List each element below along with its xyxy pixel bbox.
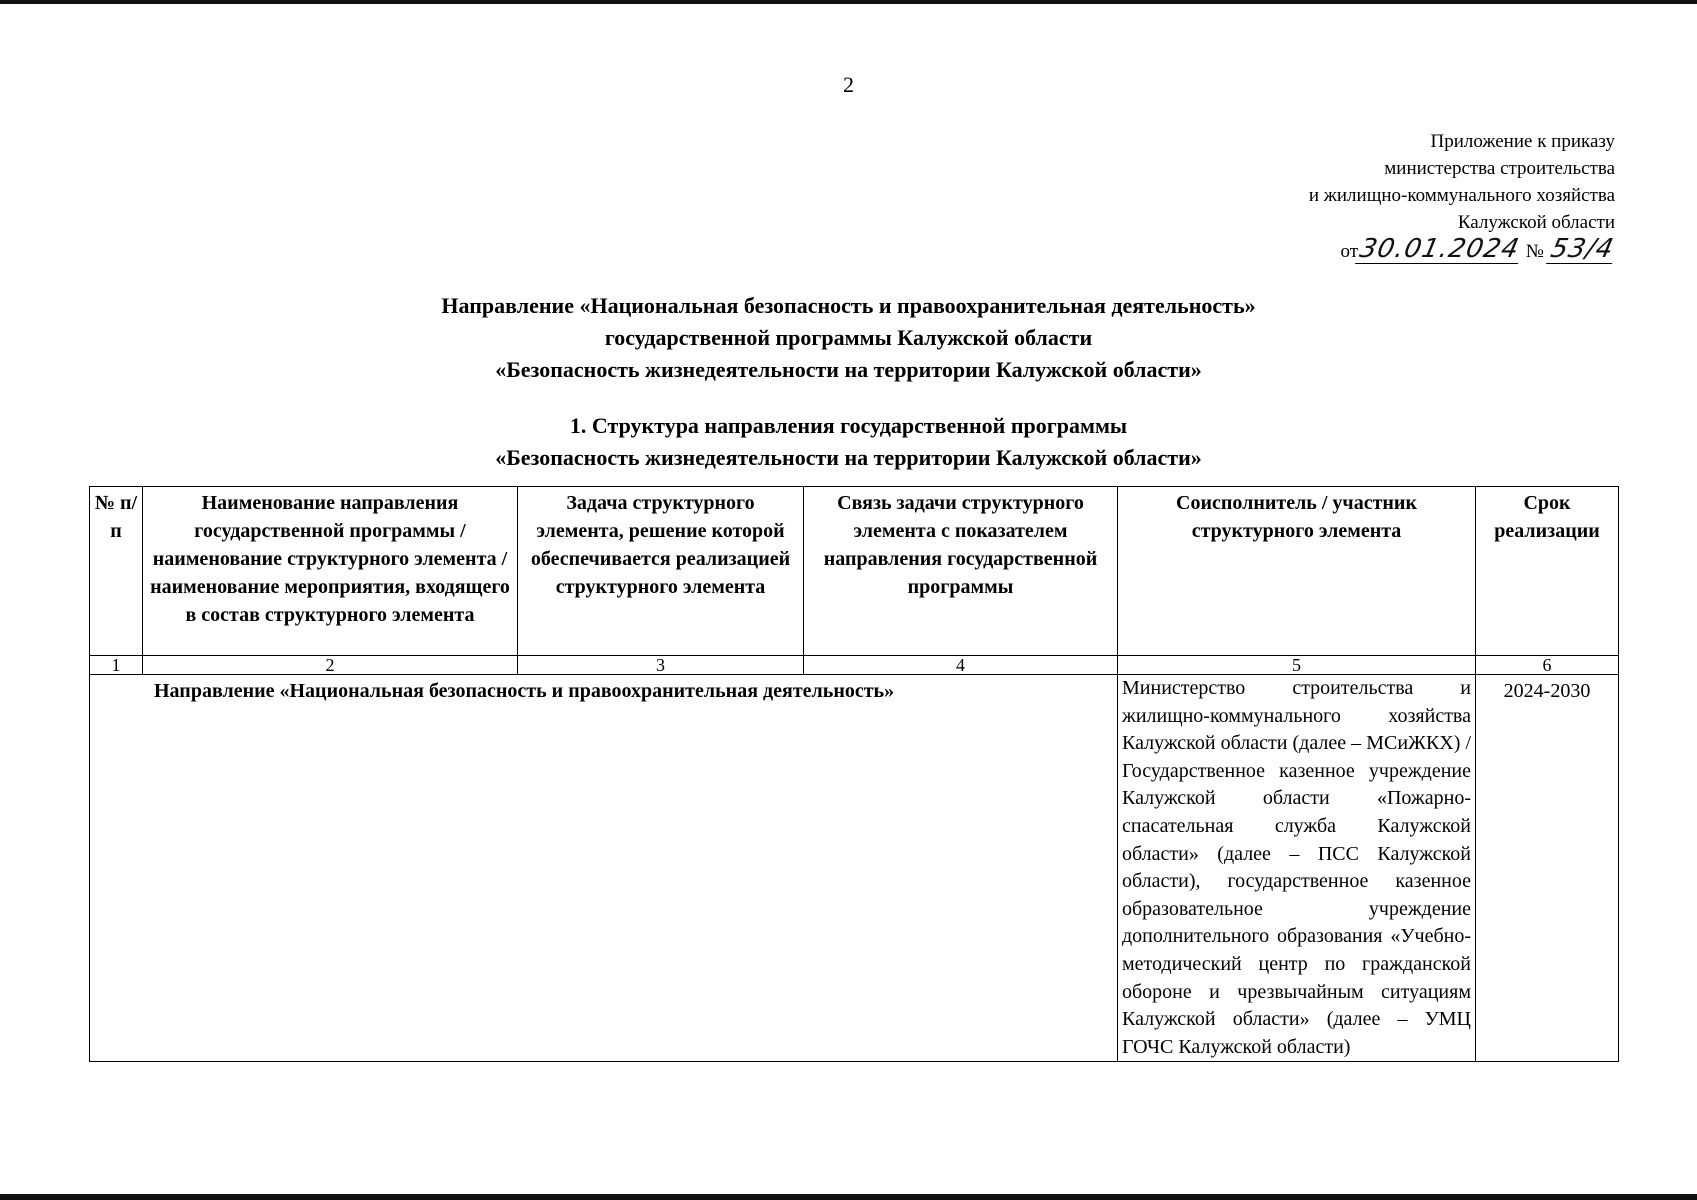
page-top-edge	[0, 0, 1697, 4]
table-header-row	[90, 487, 1619, 656]
appendix-line-1: Приложение к приказу	[1430, 131, 1615, 152]
appendix-line-2: министерства строительства	[1384, 158, 1615, 179]
direction-cell: Направление «Национальная безопасность и правоохранительная деятельность»	[90, 675, 1118, 1062]
section-heading	[0, 410, 1697, 474]
number-prefix: №	[1525, 241, 1544, 262]
table-row	[90, 675, 1619, 1062]
appendix-line-4: Калужской области	[1457, 212, 1615, 233]
term-cell: 2024-2030	[1476, 675, 1619, 1062]
appendix-date-line	[1309, 236, 1615, 265]
section-line-1: 1. Структура направления государственной программы	[569, 413, 1128, 438]
header-name: Наименование направления государственной программы / наименование структурного элемента / наименование мероприятия, входящего в состав структурного элемента	[143, 487, 518, 656]
header-task: Задача структурного элемента, решение которой обеспечивается реализацией структурного элемента	[518, 487, 804, 656]
header-term: Срок реализации	[1476, 487, 1619, 656]
header-coexecutor: Соисполнитель / участник структурного элемента	[1118, 487, 1476, 656]
coexecutor-cell: Министерство строительства и жилищно-коммунального хозяйства Калужской области (далее – МСиЖКХ) / Государственное казенное учреждение Калужской области «Пожарно-спасательная служба Калужской области» (далее – ПСС Калужской области), государственное казенное образовательное учреждение дополнительного образования «Учебно-методический центр по гражданской обороне и чрезвычайным ситуациям Калужской области» (далее – УМЦ ГОЧС Калужской области)	[1118, 675, 1476, 1062]
header-number: № п/п	[90, 487, 143, 656]
title-line-3: «Безопасность жизнедеятельности на территории Калужской области»	[495, 357, 1202, 382]
column-number: 6	[1476, 656, 1619, 675]
date-prefix: от	[1340, 241, 1359, 262]
column-number: 3	[518, 656, 804, 675]
column-number: 5	[1118, 656, 1476, 675]
section-line-2: «Безопасность жизнедеятельности на территории Калужской области»	[495, 445, 1202, 470]
column-number: 2	[143, 656, 518, 675]
appendix-stamp	[1309, 128, 1615, 265]
column-number-row	[90, 656, 1619, 675]
page-bottom-edge	[0, 1194, 1697, 1200]
column-number: 1	[90, 656, 143, 675]
handwritten-number: 53/4	[1547, 234, 1617, 264]
structure-table	[89, 486, 1619, 1062]
appendix-line-3: и жилищно-коммунального хозяйства	[1308, 185, 1615, 206]
title-line-1: Направление «Национальная безопасность и правоохранительная деятельность»	[441, 293, 1256, 318]
handwritten-date: 30.01.2024	[1357, 234, 1523, 264]
title-line-2: государственной программы Калужской области	[604, 325, 1093, 350]
column-number: 4	[804, 656, 1118, 675]
page-number: 2	[843, 72, 854, 97]
header-link: Связь задачи структурного элемента с показателем направления государственной программы	[804, 487, 1118, 656]
document-title	[0, 290, 1697, 386]
